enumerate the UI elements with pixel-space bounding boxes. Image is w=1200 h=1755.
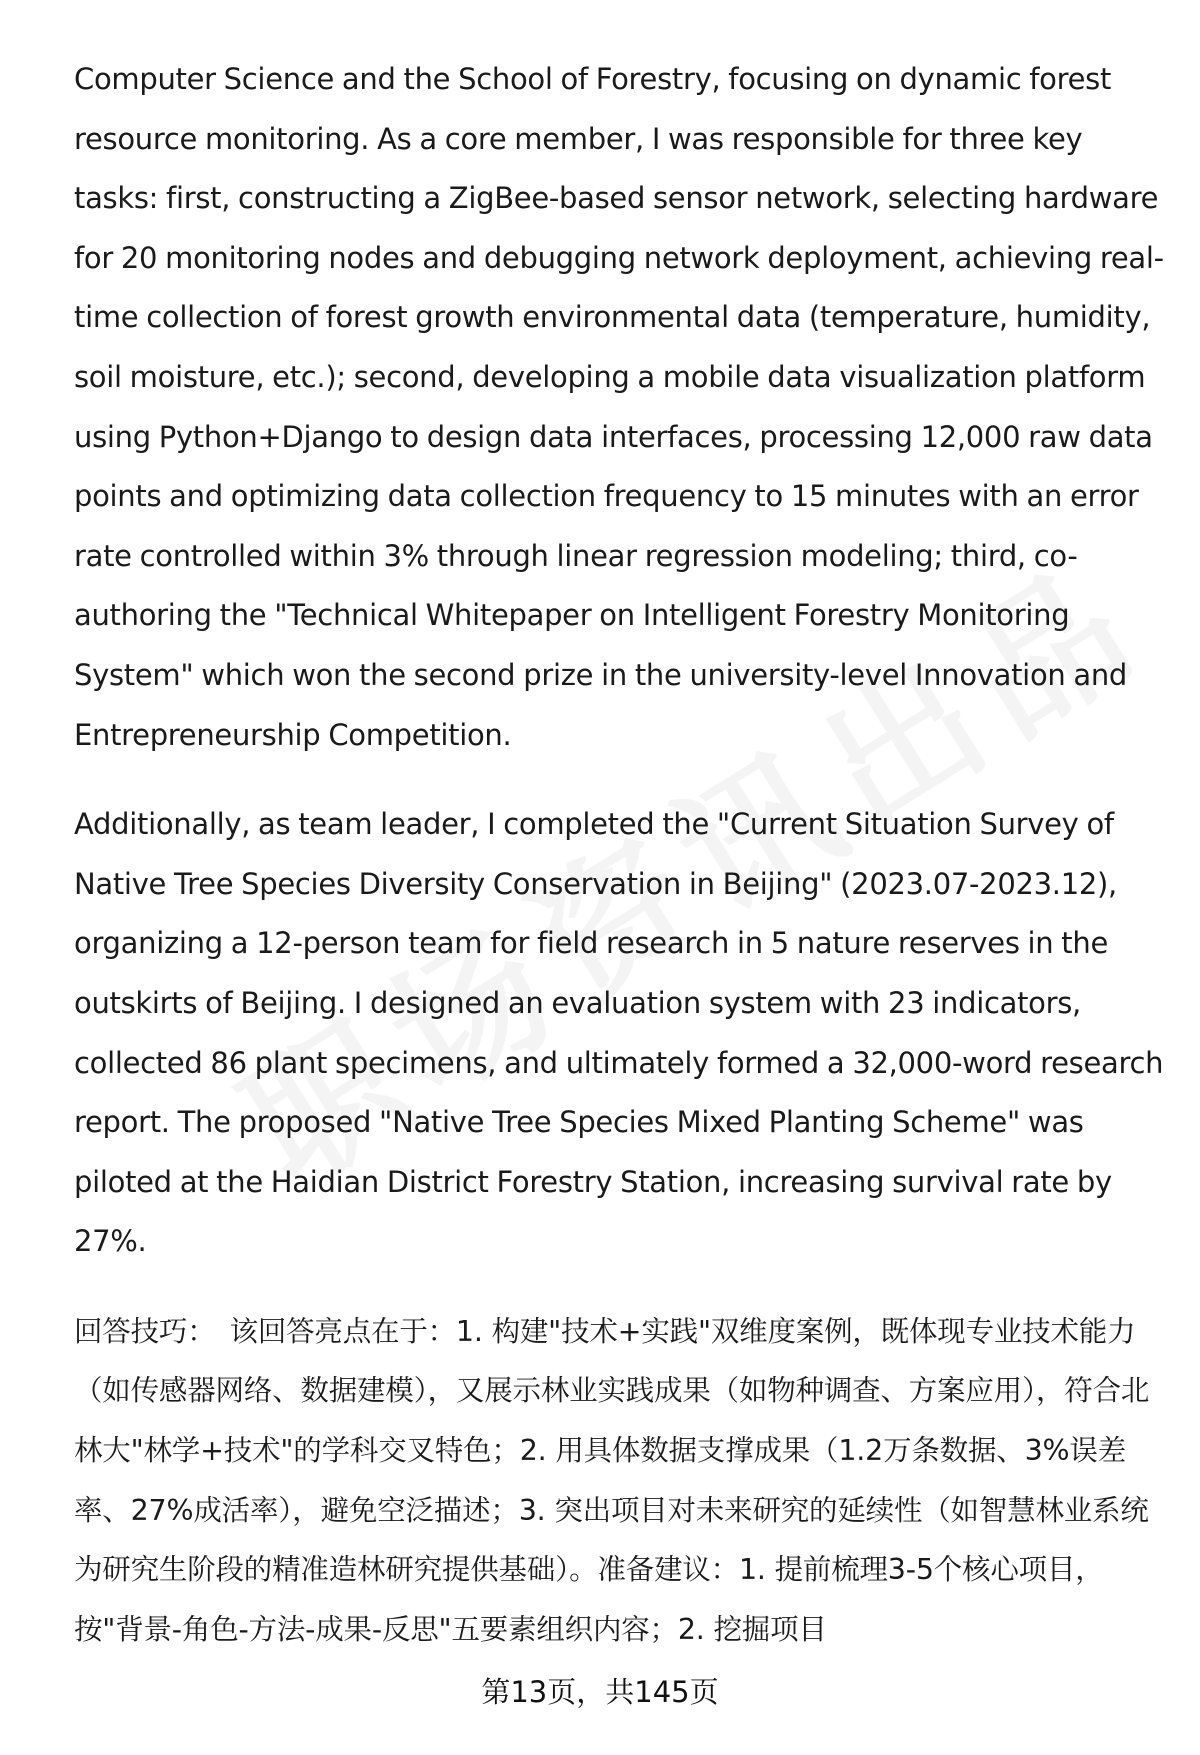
paragraph-2: Additionally, as team leader, I completed the "Current Situation Survey of Native Tree Species Diversity Conservation in Beijing" (2023.07-2023.12), organizing a 12-person team for field research in 5 nature reserves in the outskirts of Beijing. I designed an evaluation system with 23 indicators, collected 86 plant specimens, and ultimately formed a 32,000-word research report. The proposed "Native Tree Species Mixed Planting Scheme" was piloted at the Haidian District Forestry Station, increasing survival rate by 27%. [74, 807, 1164, 1259]
paragraph-1: Computer Science and the School of Forestry, focusing on dynamic forest resource monitoring. As a core member, I was responsible for three key tasks: first, constructing a ZigBee-based sensor network, selecting hardware for 20 monitoring nodes and debugging network deployment, achieving real-time collection of forest growth environmental data (temperature, humidity, soil moisture, etc.); second, developing a mobile data visualization platform using Python+Django to design data interfaces, processing 12,000 raw data points and optimizing data collection frequency to 15 minutes with an error rate controlled within 3% through linear regression modeling; third, co-authoring the "Technical Whitepaper on Intelligent Forestry Monitoring System" which won the second prize in the university-level Innovation and Entrepreneurship Competition. [74, 62, 1164, 752]
answer-tips-label: 回答技巧： [74, 1314, 216, 1348]
answer-tips [74, 1302, 1164, 1660]
page-number: 第13页，共145页 [481, 1675, 719, 1709]
answer-tips-text: 该回答亮点在于：1. 构建"技术+实践"双维度案例，既体现专业技术能力（如传感器网络、数据建模），又展示林业实践成果（如物种调查、方案应用），符合北林大"林学+技术"的学科交叉特色；2. 用具体数据支撑成果（1.2万条数据、3%误差率、27%成活率），避免空泛描述；3. 突出项目对未来研究的延续性（如智慧林业系统为研究生阶段的精准造林研究提供基础）。准备建议：1. 提前梳理3-5个核心项目，按"背景-角色-方法-成果-反思"五要素组织内容；2. 挖掘项目 [74, 1314, 1150, 1646]
document-body [74, 50, 1164, 1659]
